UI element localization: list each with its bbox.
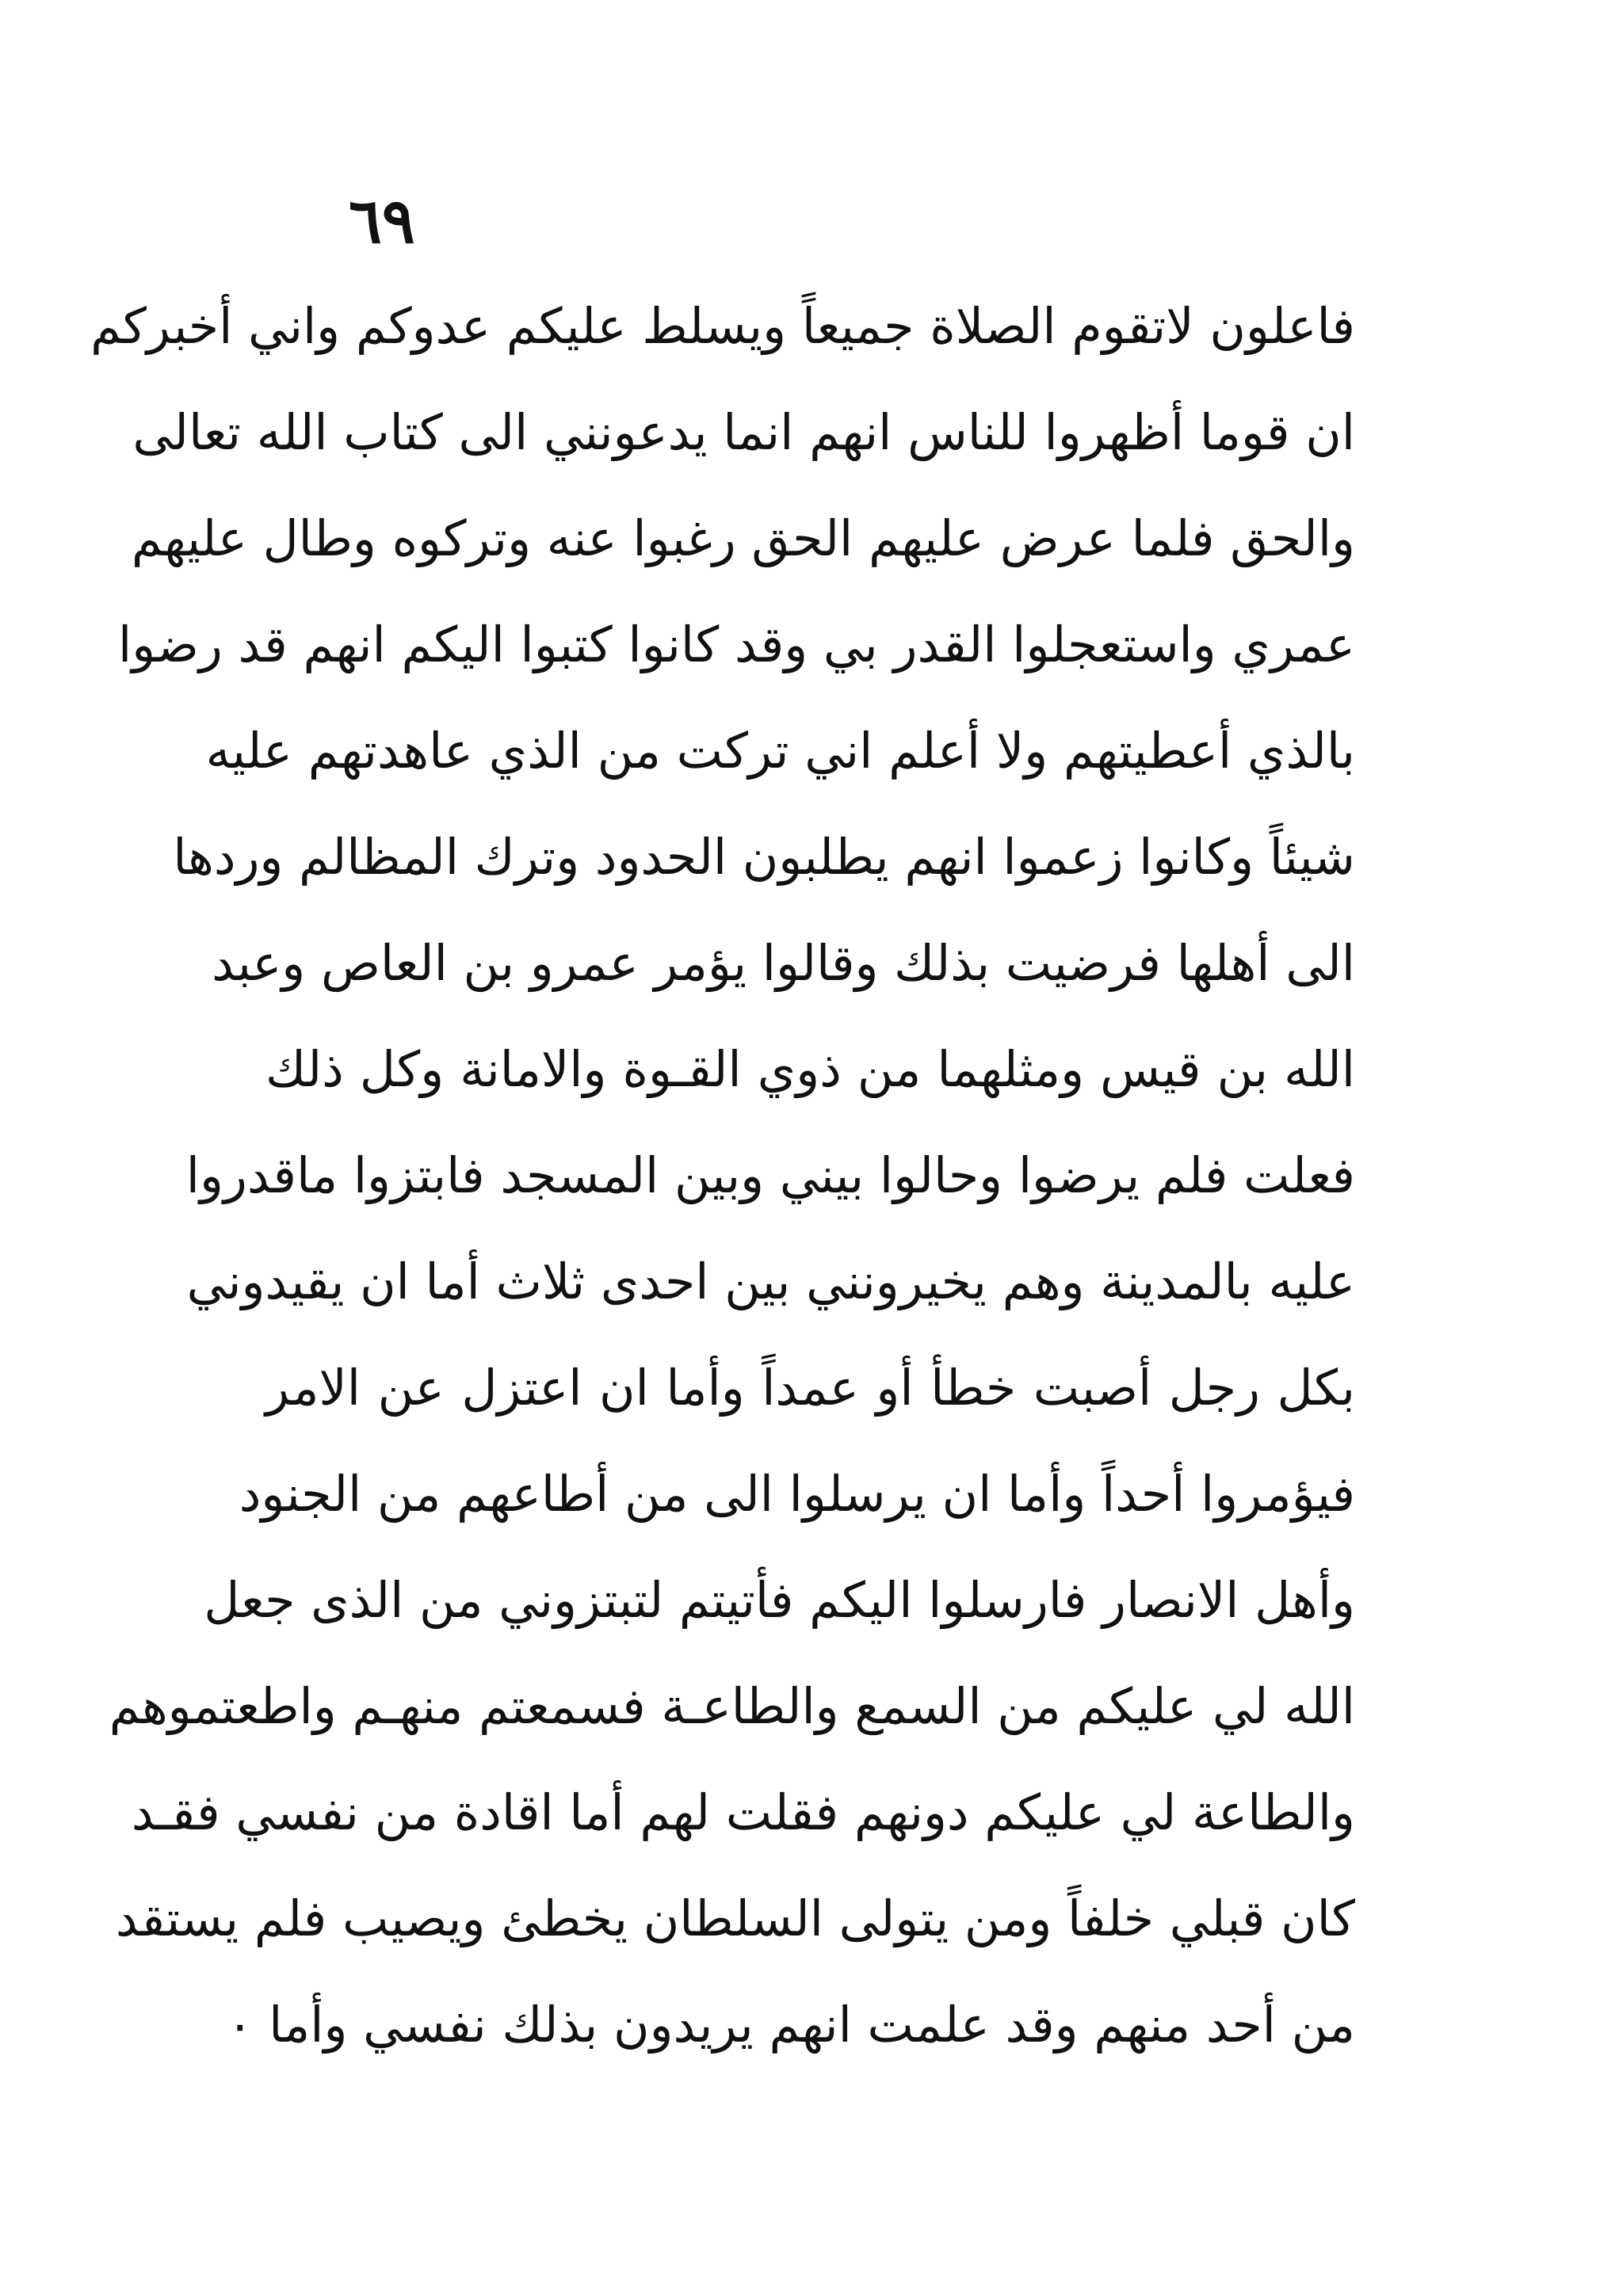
text-line: والطاعة لي عليكم دونهم فقلت لهم أما اقادة من نفسي فقـد bbox=[131, 1783, 1355, 1841]
text-line: بكل رجل أصبت خطأ أو عمداً وأما ان اعتزل عن الامر bbox=[265, 1359, 1355, 1417]
text-line: وأهل الانصار فارسلوا اليكم فأتيتم لتبتزوني من الذى جعل bbox=[204, 1571, 1355, 1629]
text-line: فيؤمروا أحداً وأما ان يرسلوا الى من أطاعهم من الجنود bbox=[239, 1465, 1355, 1523]
text-line: ان قوما أظهروا للناس انهم انما يدعونني الى كتاب الله تعالى bbox=[132, 403, 1355, 461]
text-line: من أحد منهم وقد علمت انهم يريدون بذلك نفسي وأما ٠ bbox=[227, 1996, 1355, 2054]
text-line: الله بن قيس ومثلهما من ذوي القـوة والامانة وكل ذلك bbox=[265, 1040, 1355, 1098]
text-line: الله لي عليكم من السمع والطاعـة فسمعتم منهـم واطعتموهم bbox=[109, 1677, 1355, 1735]
body-text bbox=[90, 273, 1355, 2078]
text-line: فاعلون لاتقوم الصلاة جميعاً ويسلط عليكم عدوكم واني أخبركم bbox=[90, 297, 1355, 355]
text-line: والحق فلما عرض عليهم الحق رغبوا عنه وتركوه وطال عليهم bbox=[131, 509, 1355, 567]
text-line: شيئاً وكانوا زعموا انهم يطلبون الحدود وترك المظالم وردها bbox=[173, 828, 1355, 886]
text-line: عليه بالمدينة وهم يخيرونني بين احدى ثلاث أما ان يقيدوني bbox=[186, 1253, 1355, 1310]
text-line: عمري واستعجلوا القدر بي وقد كانوا كتبوا اليكم انهم قد رضوا bbox=[118, 616, 1355, 673]
text-line: كان قبلي خلفاً ومن يتولى السلطان يخطئ ويصيب فلم يستقد bbox=[115, 1890, 1355, 1947]
text-line: بالذي أعطيتهم ولا أعلم اني تركت من الذي عاهدتهم عليه bbox=[205, 722, 1355, 780]
text-line: الى أهلها فرضيت بذلك وقالوا يؤمر عمرو بن العاص وعبد bbox=[212, 934, 1355, 992]
text-line: فعلت فلم يرضوا وحالوا بيني وبين المسجد فابتزوا ماقدروا bbox=[185, 1146, 1355, 1204]
page-number: ٦٩ bbox=[349, 185, 415, 257]
